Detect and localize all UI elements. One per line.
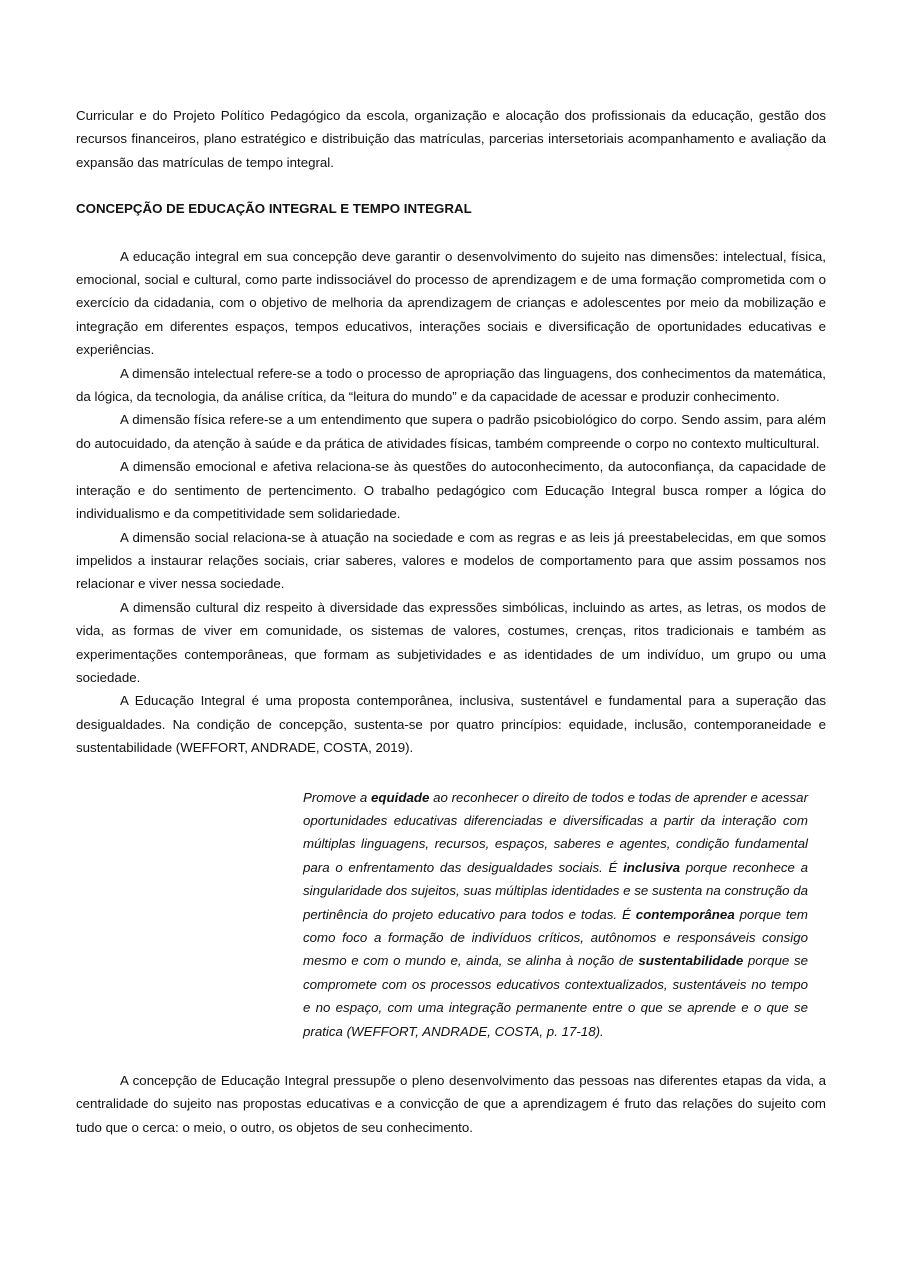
quote-text: porque se compromete com os processos educativos contextualizados, sustentáveis no tempo e no espaço, com uma integração permanente entre o que se aprende e o que se pratica (WEFFORT, ANDRADE, COSTA, p. 17-18). [303,953,808,1039]
section-heading: CONCEPÇÃO DE EDUCAÇÃO INTEGRAL E TEMPO INTEGRAL [76,201,472,217]
block-quote [303,786,808,1043]
paragraph-integral-education: A educação integral em sua concepção deve garantir o desenvolvimento do sujeito nas dimensões: intelectual, física, emocional, social e cultural, como parte indissociável do processo de aprendizagem e de uma formação comprometida com o exercício da cidadania, com o objetivo de melhoria da aprendizagem de crianças e adolescentes por meio da mobilização e integração em diferentes espaços, tempos educativos, interações sociais e diversificação de oportunidades educativas e experiências. [76,248,826,358]
paragraph-emotional-dimension: A dimensão emocional e afetiva relaciona-se às questões do autoconhecimento, da autoconfiança, da capacidade de interação e do sentimento de pertencimento. O trabalho pedagógico com Educação Integral busca romper a lógica do individualismo e da competitividade sem solidariedade. [76,459,826,522]
paragraph-physical-dimension: A dimensão física refere-se a um entendimento que supera o padrão psicobiológico do corpo. Sendo assim, para além do autocuidado, da atenção à saúde e da prática de atividades físicas, também compreende o corpo no contexto multicultural. [76,412,826,451]
document-page [76,104,826,1139]
quote-text: porque tem como foco a formação de indivíduos críticos, autônomos e responsáveis consigo mesmo e com o mundo e, ainda, se alinha à noção de [303,906,808,969]
quote-bold-term: sustentabilidade [638,953,744,969]
quote-text: porque reconhece a singularidade dos sujeitos, suas múltiplas identidades e se sustenta na construção da pertinência do projeto educativo para todos e todas. É [303,859,808,922]
quote-bold-term: contemporânea [635,906,735,922]
quote-text: ao reconhecer o direito de todos e todas de aprender e acessar oportunidades educativas diferenciadas e diversificadas a partir da interação com múltiplas linguagens, recursos, espaços, saberes e agentes, condição fundamental para o enfrentamento das desigualdades sociais. É [303,789,808,875]
paragraph-principles: A Educação Integral é uma proposta contemporânea, inclusiva, sustentável e fundamental para a superação das desigualdades. Na condição de concepção, sustenta-se por quatro princípios: equidade, inclusão, contemporaneidade e sustentabilidade (WEFFORT, ANDRADE, COSTA, 2019). [76,693,826,756]
intro-paragraph: Curricular e do Projeto Político Pedagógico da escola, organização e alocação dos profissionais da educação, gestão dos recursos financeiros, plano estratégico e distribuição das matrículas, parcerias intersetoriais acompanhamento e avaliação da expansão das matrículas de tempo integral. [76,108,826,170]
quote-bold-term: inclusiva [623,859,680,875]
paragraph-intellectual-dimension: A dimensão intelectual refere-se a todo o processo de apropriação das linguagens, dos conhecimentos da matemática, da lógica, da tecnologia, da análise crítica, da “leitura do mundo” e da capacidade de acessar e produzir conhecimento. [76,365,826,405]
paragraph-cultural-dimension: A dimensão cultural diz respeito à diversidade das expressões simbólicas, incluindo as artes, as letras, os modos de vida, as formas de viver em comunidade, os sistemas de valores, costumes, crenças, ritos tradicionais e também as experimentações contemporâneas, que formam as subjetividades e as identidades de um indivíduo, um grupo ou uma sociedade. [76,599,826,685]
quote-bold-term: equidade [371,789,430,805]
quote-text: Promove a [303,789,372,805]
paragraph-conception: A concepção de Educação Integral pressupõe o pleno desenvolvimento das pessoas nas diferentes etapas da vida, a centralidade do sujeito nas propostas educativas e a convicção de que a aprendizagem é fruto das relações do sujeito com tudo que o cerca: o meio, o outro, os objetos de seu conhecimento. [76,1073,826,1135]
paragraph-social-dimension: A dimensão social relaciona-se à atuação na sociedade e com as regras e as leis já preestabelecidas, em que somos impelidos a instaurar relações sociais, criar saberes, valores e modelos de comportamento para que assim possamos nos relacionar e viver nessa sociedade. [76,529,826,592]
